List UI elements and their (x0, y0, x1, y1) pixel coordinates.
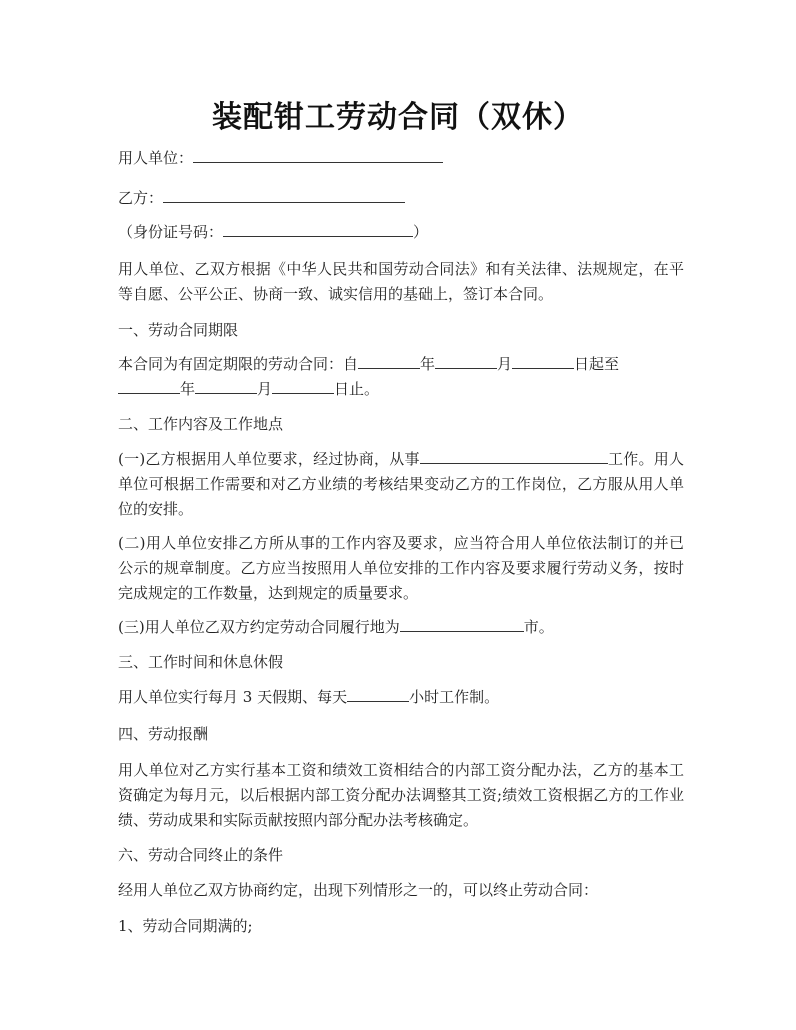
section2-item3 (118, 615, 684, 640)
end-year-label: 年 (180, 380, 196, 398)
hours-suffix: 小时工作制。 (409, 688, 500, 706)
end-month-label: 月 (257, 380, 273, 398)
document-title: 装配钳工劳动合同（双休） (212, 100, 584, 135)
term-line-2 (118, 377, 684, 402)
job-suffix: 工作。用人单位可根据工作需要和对乙方业绩的考核结果变动乙方的工作岗位，乙方服从用人单位的安排。 (118, 450, 684, 518)
job-blank[interactable] (420, 448, 608, 464)
section1-heading: 一、劳动合同期限 (118, 321, 239, 339)
section2-item2: (二)用人单位安排乙方所从事的工作内容及要求，应当符合用人单位依法制订的并已公示的规章制度。乙方应当按照用人单位安排的工作内容及要求履行劳动义务，按时完成规定的工作数量，达到规定的质量要求。 (118, 534, 684, 602)
term-month-label: 月 (497, 355, 513, 373)
section6-heading: 六、劳动合同终止的条件 (118, 846, 284, 864)
employer-label: 用人单位： (118, 149, 194, 167)
section3-text (118, 685, 684, 710)
intro-paragraph: 用人单位、乙双方根据《中华人民共和国劳动合同法》和有关法律、法规规定，在平等自愿、公平公正、协商一致、诚实信用的基础上，签订本合同。 (118, 260, 684, 303)
section4-heading: 四、劳动报酬 (118, 725, 209, 743)
location-blank[interactable] (400, 616, 524, 632)
party-b-label: 乙方： (118, 189, 164, 207)
end-label: 日止。 (334, 380, 380, 398)
term-line-1 (118, 352, 684, 377)
start-year-blank[interactable] (358, 353, 420, 369)
term-from-label: 日起至 (574, 355, 620, 373)
id-number-close: ） (413, 223, 429, 241)
id-number-blank[interactable] (223, 221, 413, 237)
section2-heading: 二、工作内容及工作地点 (118, 415, 284, 433)
section4-text: 用人单位对乙方实行基本工资和绩效工资相结合的内部工资分配办法，乙方的基本工资确定为每月元，以后根据内部工资分配办法调整其工资;绩效工资根据乙方的工作业绩、劳动成果和实际贡献按照内部分配办法考核确定。 (118, 761, 684, 829)
hours-prefix: 用人单位实行每月 3 天假期、每天 (118, 688, 348, 706)
employer-line (118, 146, 684, 171)
party-b-blank[interactable] (163, 187, 405, 203)
term-prefix: 本合同为有固定期限的劳动合同：自 (118, 355, 359, 373)
id-number-label: （身份证号码： (118, 223, 224, 241)
hours-blank[interactable] (347, 686, 409, 702)
section6-text: 经用人单位乙双方协商约定，出现下列情形之一的，可以终止劳动合同： (118, 881, 599, 899)
end-month-blank[interactable] (195, 378, 257, 394)
id-number-line (118, 220, 684, 245)
section2-item1 (118, 447, 684, 522)
end-year-blank[interactable] (118, 378, 180, 394)
end-day-blank[interactable] (272, 378, 334, 394)
start-month-blank[interactable] (435, 353, 497, 369)
term-year-label: 年 (420, 355, 436, 373)
section6-item1: 1、劳动合同期满的; (118, 917, 253, 935)
section3-heading: 三、工作时间和休息休假 (118, 653, 284, 671)
location-prefix: (三)用人单位乙双方约定劳动合同履行地为 (118, 618, 400, 636)
employer-blank[interactable] (193, 147, 443, 163)
party-b-line (118, 186, 684, 211)
start-day-blank[interactable] (512, 353, 574, 369)
location-suffix: 市。 (523, 618, 554, 636)
job-prefix: (一)乙方根据用人单位要求，经过协商，从事 (118, 450, 420, 468)
